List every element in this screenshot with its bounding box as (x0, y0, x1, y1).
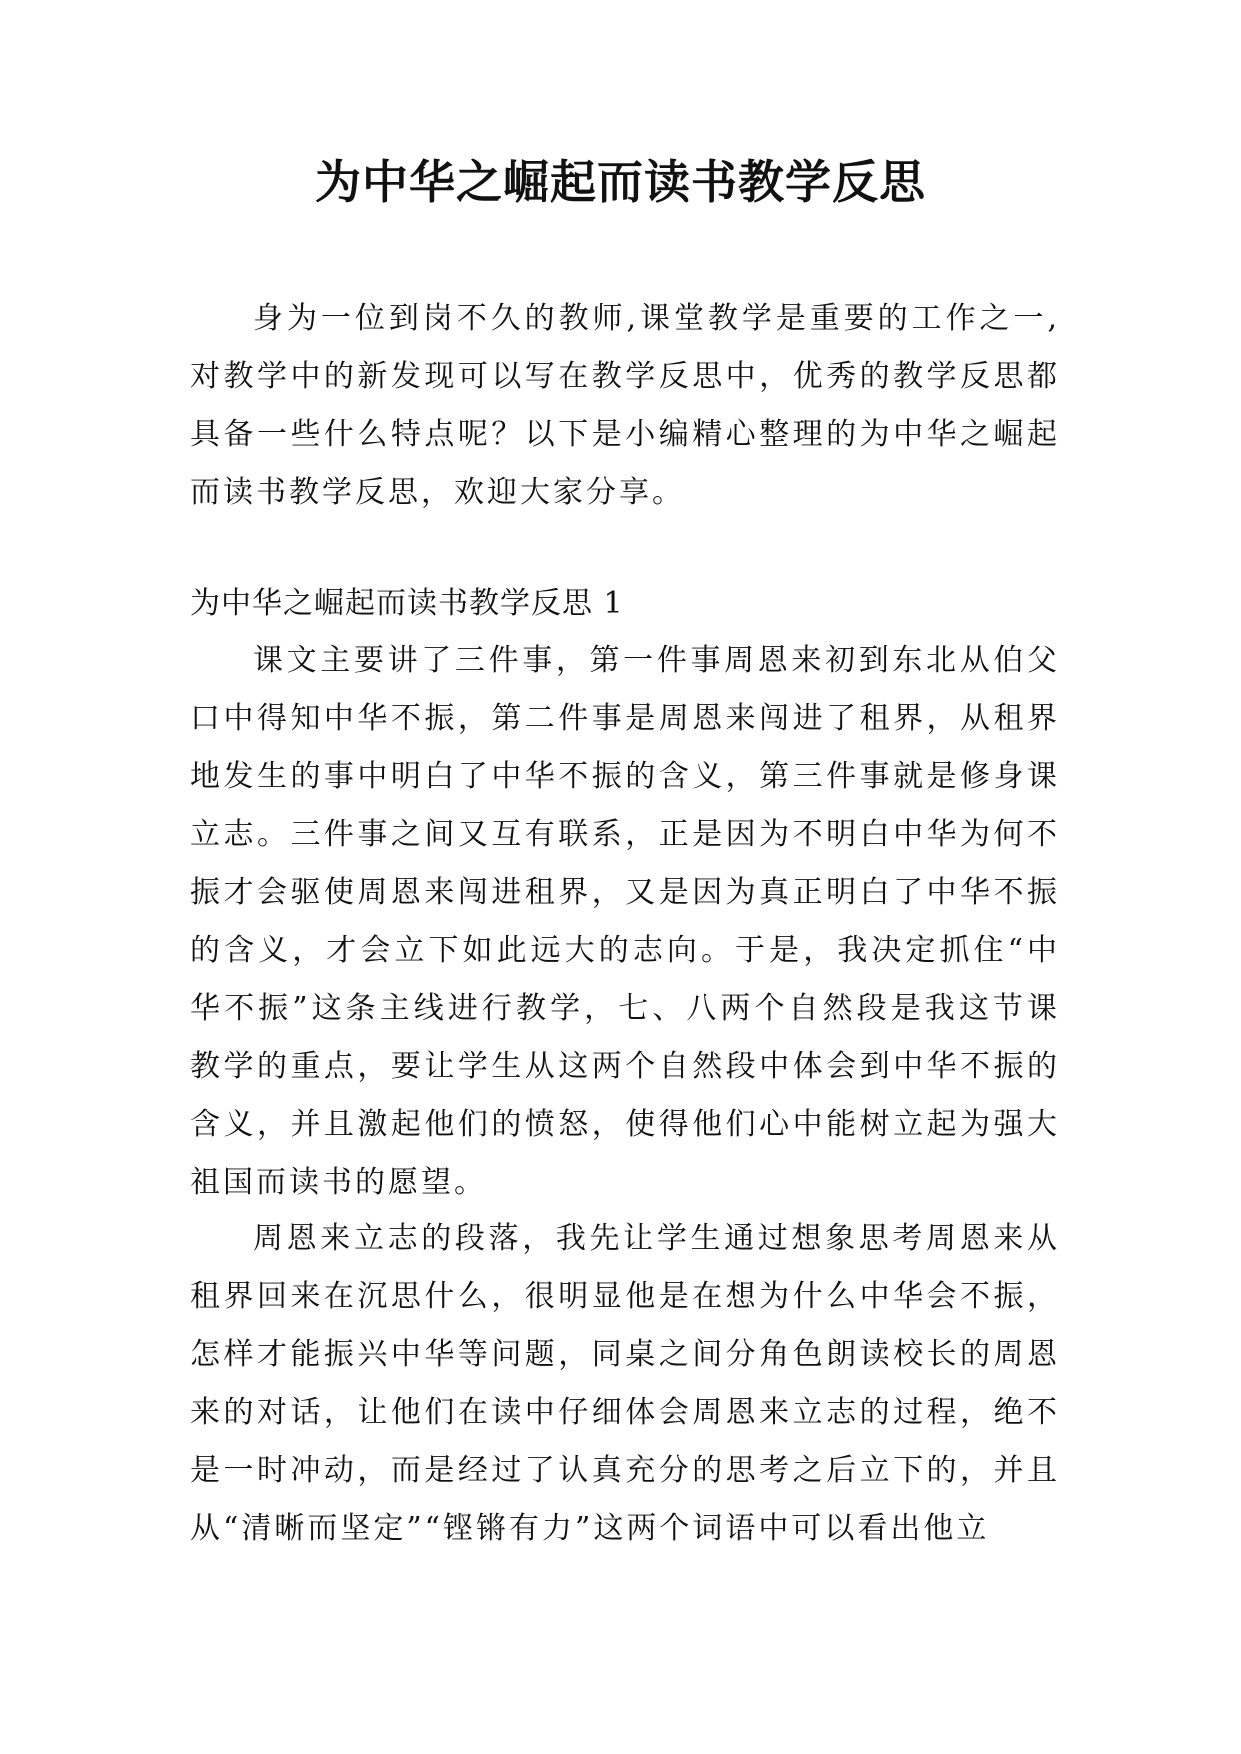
body-paragraph-1: 课文主要讲了三件事，第一件事周恩来初到东北从伯父口中得知中华不振，第二件事是周恩来闯进了租界，从租界地发生的事中明白了中华不振的含义，第三件事就是修身课立志。三件事之间又互有联系，正是因为不明白中华为何不振才会驱使周恩来闯进租界，又是因为真正明白了中华不振的含义，才会立下如此远大的志向。于是，我决定抓住“中华不振”这条主线进行教学，七、八两个自然段是我这节课教学的重点，要让学生从这两个自然段中体会到中华不振的含义，并且激起他们的愤怒，使得他们心中能树立起为强大祖国而读书的愿望。 (190, 643, 1060, 1200)
section-heading: 为中华之崛起而读书教学反思 1 (190, 586, 624, 621)
intro-paragraph: 身为一位到岗不久的教师,课堂教学是重要的工作之一,对教学中的新发现可以写在教学反思中，优秀的教学反思都具备一些什么特点呢？以下是小编精心整理的为中华之崛起而读书教学反思，欢迎大家分享。 (190, 301, 1060, 510)
document-title: 为中华之崛起而读书教学反思 (315, 155, 926, 209)
body-paragraph-2: 周恩来立志的段落，我先让学生通过想象思考周恩来从租界回来在沉思什么，很明显他是在想为什么中华会不振，怎样才能振兴中华等问题，同桌之间分角色朗读校长的周恩来的对话，让他们在读中仔细体会周恩来立志的过程，绝不是一时冲动，而是经过了认真充分的思考之后立下的，并且从“清晰而坚定”“铿锵有力”这两个词语中可以看出他立 (190, 1221, 1060, 1546)
